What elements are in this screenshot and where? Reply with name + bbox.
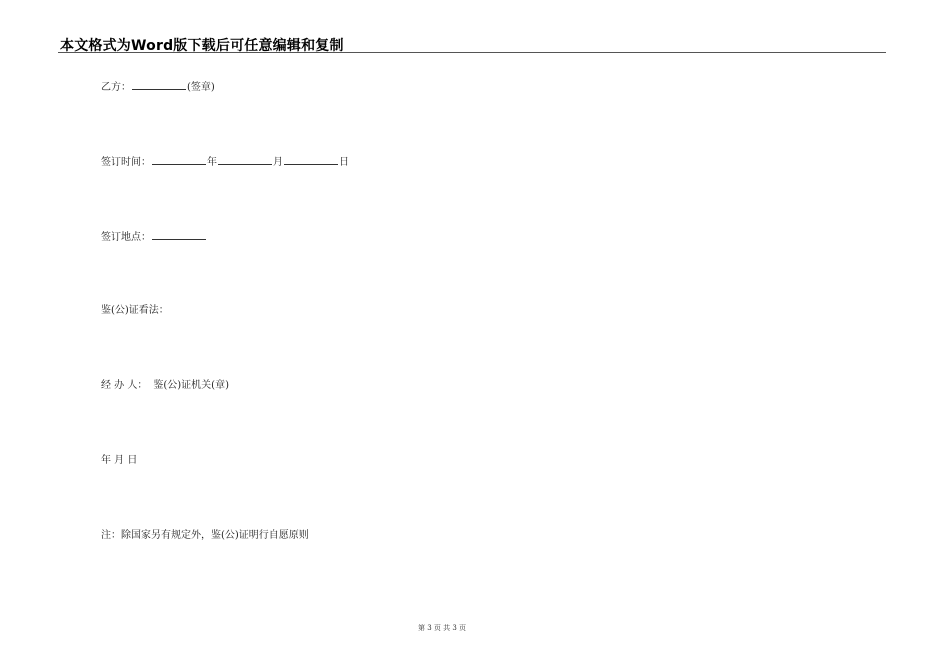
party-b-label: 乙方：: [101, 82, 131, 93]
note-line: 注：除国家另有规定外，鉴(公)证明行自愿原则: [101, 530, 309, 541]
sign-time-line: [101, 155, 349, 169]
notary-office: 鉴(公)证机关(章): [153, 380, 229, 391]
sign-time-label: 签订时间：: [101, 157, 151, 168]
sign-place-blank[interactable]: [152, 230, 206, 240]
handler-line: [101, 380, 229, 392]
party-b-blank[interactable]: [132, 80, 186, 90]
month-label: 月: [273, 157, 283, 168]
notarization-opinion: 鉴(公)证看法：: [101, 305, 169, 316]
sign-place-line: [101, 230, 207, 244]
party-b-seal: (签章): [187, 82, 215, 93]
document-header-title: 本文格式为Word版下载后可任意编辑和复制: [60, 38, 344, 54]
handler-label: 经 办 人：: [101, 380, 148, 391]
year-label: 年: [207, 157, 217, 168]
year-blank[interactable]: [152, 155, 206, 165]
header-divider: [58, 52, 886, 53]
day-label: 日: [339, 157, 349, 168]
party-b-line: [101, 80, 215, 94]
page-number: 第 3 页 共 3 页: [417, 624, 467, 632]
sign-place-label: 签订地点：: [101, 232, 151, 243]
date-line: 年 月 日: [101, 455, 138, 466]
day-blank[interactable]: [284, 155, 338, 165]
month-blank[interactable]: [218, 155, 272, 165]
